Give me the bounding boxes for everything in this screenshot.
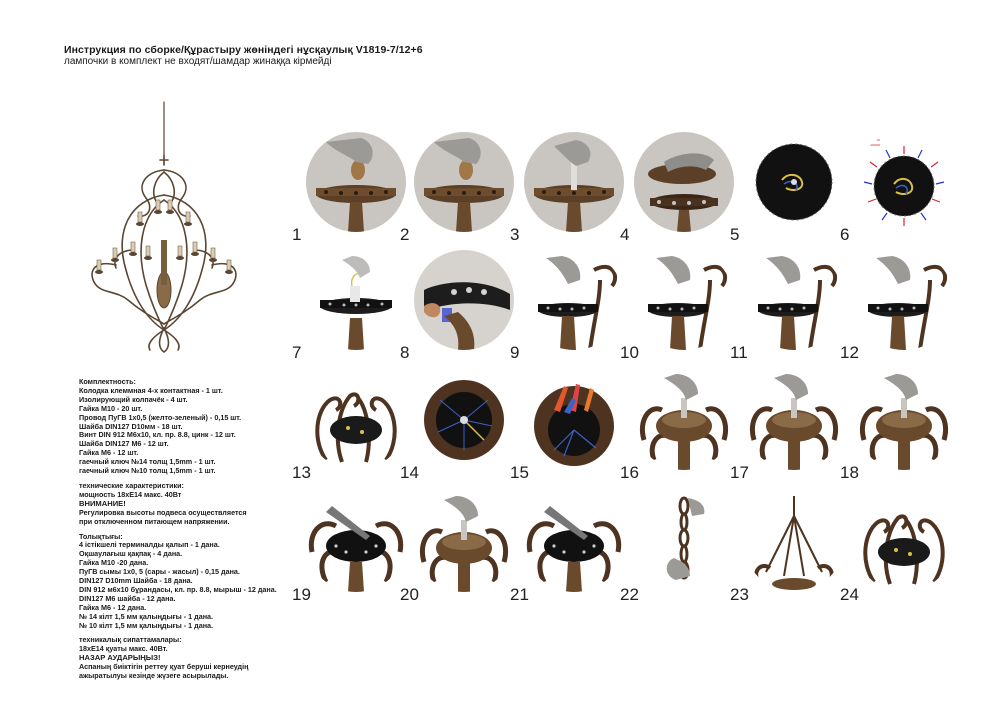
step-number: 21	[510, 585, 529, 604]
step-number: 7	[292, 343, 302, 362]
kit-item-ru: гаечный ключ №14 толщ 1,5mm - 1 шт.	[79, 457, 216, 467]
step-photo	[744, 492, 844, 592]
kit-item-kz: ПуГВ сымы 1х0, 5 (сары - жасыл) - 0,15 дана.	[79, 567, 240, 577]
step-number: 14	[400, 463, 419, 482]
assembly-step	[510, 370, 626, 482]
kit-item-kz: № 14 кілт 1,5 мм қалыңдығы - 1 дана.	[79, 611, 214, 621]
warning-heading-kz: НАЗАР АУДАРЫҢЫЗ!	[79, 653, 161, 663]
step-photo	[414, 492, 514, 592]
step-photo	[414, 250, 514, 350]
step-photo	[744, 250, 844, 350]
step-number: 9	[510, 343, 520, 362]
assembly-step	[400, 492, 516, 604]
kit-item-kz: DIN127 M6 шайба - 12 дана.	[79, 593, 176, 603]
kit-item-ru: Колодка клеммная 4-х контактная - 1 шт.	[79, 385, 223, 395]
assembly-step	[292, 370, 408, 482]
assembly-step	[840, 250, 956, 362]
assembly-step	[840, 132, 956, 244]
kit-heading-ru: Комплектность:	[79, 377, 136, 386]
assembly-step	[292, 492, 408, 604]
step-number: 1	[292, 225, 302, 244]
warning-line-ru: Регулировка высоты подвеса осуществляется	[79, 507, 247, 517]
step-number: 24	[840, 585, 859, 604]
step-photo	[744, 370, 844, 470]
step-photo	[306, 132, 406, 232]
step-photo	[634, 492, 734, 592]
step-photo	[854, 492, 954, 592]
step-photo	[524, 132, 624, 232]
step-number: 3	[510, 225, 520, 244]
step-number: 2	[400, 225, 410, 244]
assembly-step	[400, 370, 516, 482]
assembly-step	[510, 250, 626, 362]
assembly-step	[292, 250, 408, 362]
kit-item-ru: Провод ПуГВ 1х0,5 (желто-зеленый) - 0,15 шт.	[79, 412, 242, 422]
warning-line-kz: ажыратылуы кезінде жүзеге асырылады.	[79, 671, 229, 681]
assembly-step	[620, 250, 736, 362]
step-number: 15	[510, 463, 529, 482]
assembly-step	[620, 492, 736, 604]
assembly-step	[292, 132, 408, 244]
page-subtitle: лампочки в комплект не входят/шамдар жинаққа кірмейді	[64, 56, 332, 67]
step-number: 22	[620, 585, 639, 604]
assembly-step	[840, 370, 956, 482]
assembly-step	[730, 492, 846, 604]
step-photo	[414, 370, 514, 470]
warning-line-ru: при отключенном питающем напряжении.	[79, 516, 230, 526]
warning-heading-ru: ВНИМАНИЕ!	[79, 498, 126, 508]
step-number: 5	[730, 225, 740, 244]
step-number: 23	[730, 585, 749, 604]
kit-item-ru: Изолирующий колпачёк - 4 шт.	[79, 394, 188, 404]
tech-value-ru: мощность 18хЕ14 макс. 40Вт	[79, 489, 182, 499]
step-number: 8	[400, 343, 410, 362]
assembly-step	[510, 492, 626, 604]
step-number: 13	[292, 463, 311, 482]
assembly-step	[620, 370, 736, 482]
step-photo	[634, 370, 734, 470]
step-photo	[854, 132, 954, 232]
kit-item-kz: № 10 кілт 1,5 мм қалыңдығы - 1 дана.	[79, 620, 214, 630]
step-photo	[524, 492, 624, 592]
step-photo	[306, 492, 406, 592]
assembly-step	[400, 250, 516, 362]
page-title: Инструкция по сборке/Құрастыру жөніндегі нұсқаулық V1819-7/12+6	[64, 44, 423, 56]
kit-item-kz: DIN127 D10mm Шайба - 18 дана.	[79, 576, 193, 586]
step-photo	[634, 250, 734, 350]
step-photo	[854, 370, 954, 470]
tech-value-kz: 18хЕ14 қуаты макс. 40Вт.	[79, 644, 168, 654]
kit-item-kz: Оқшаулағыш қақпақ - 4 дана.	[79, 549, 183, 559]
tech-heading-kz: техникалық сипаттамалары:	[79, 635, 182, 645]
assembly-step	[620, 132, 736, 244]
step-number: 4	[620, 225, 630, 244]
assembly-step	[840, 492, 956, 604]
kit-heading-kz: Толықтығы:	[79, 531, 123, 541]
kit-item-ru: Шайба DIN127 D10мм - 18 шт.	[79, 421, 183, 431]
tech-heading-ru: технические характеристики:	[79, 480, 184, 490]
step-number: 20	[400, 585, 419, 604]
step-number: 16	[620, 463, 639, 482]
step-photo	[524, 250, 624, 350]
step-photo	[744, 132, 844, 232]
step-number: 12	[840, 343, 859, 362]
kit-item-ru: гаечный ключ №10 толщ 1,5mm - 1 шт.	[79, 466, 216, 476]
step-number: 6	[840, 225, 850, 244]
step-photo	[306, 370, 406, 470]
step-number: 10	[620, 343, 639, 362]
kit-item-ru: Гайка М6 - 12 шт.	[79, 448, 139, 458]
assembly-step	[730, 250, 846, 362]
kit-item-ru: Гайка М10 - 20 шт.	[79, 403, 143, 413]
step-photo	[854, 250, 954, 350]
assembly-step	[730, 370, 846, 482]
assembly-step	[730, 132, 846, 244]
assembly-step	[400, 132, 516, 244]
step-number: 17	[730, 463, 749, 482]
kit-item-kz: Гайка М6 - 12 дана.	[79, 602, 147, 612]
kit-item-ru: Шайба DIN127 М6 - 12 шт.	[79, 439, 169, 449]
warning-line-kz: Аспаның биіктігін реттеу қуат беруші кернеудің	[79, 662, 249, 672]
step-photo	[634, 132, 734, 232]
kit-item-kz: Гайка М10 -20 дана.	[79, 558, 149, 568]
step-number: 19	[292, 585, 311, 604]
step-number: 18	[840, 463, 859, 482]
kit-item-kz: 4 істікшелі терминалды қалып - 1 дана.	[79, 540, 220, 550]
step-photo	[414, 132, 514, 232]
kit-item-kz: DIN 912 м6х10 бұрандасы, кл. пр. 8.8, мырыш - 12 дана.	[79, 584, 277, 594]
step-number: 11	[730, 343, 748, 362]
step-photo	[306, 250, 406, 350]
kit-item-ru: Винт DIN 912 М6х10, кл. пр. 8.8, цинк - 12 шт.	[79, 430, 236, 440]
assembly-step	[510, 132, 626, 244]
step-photo	[524, 370, 624, 470]
